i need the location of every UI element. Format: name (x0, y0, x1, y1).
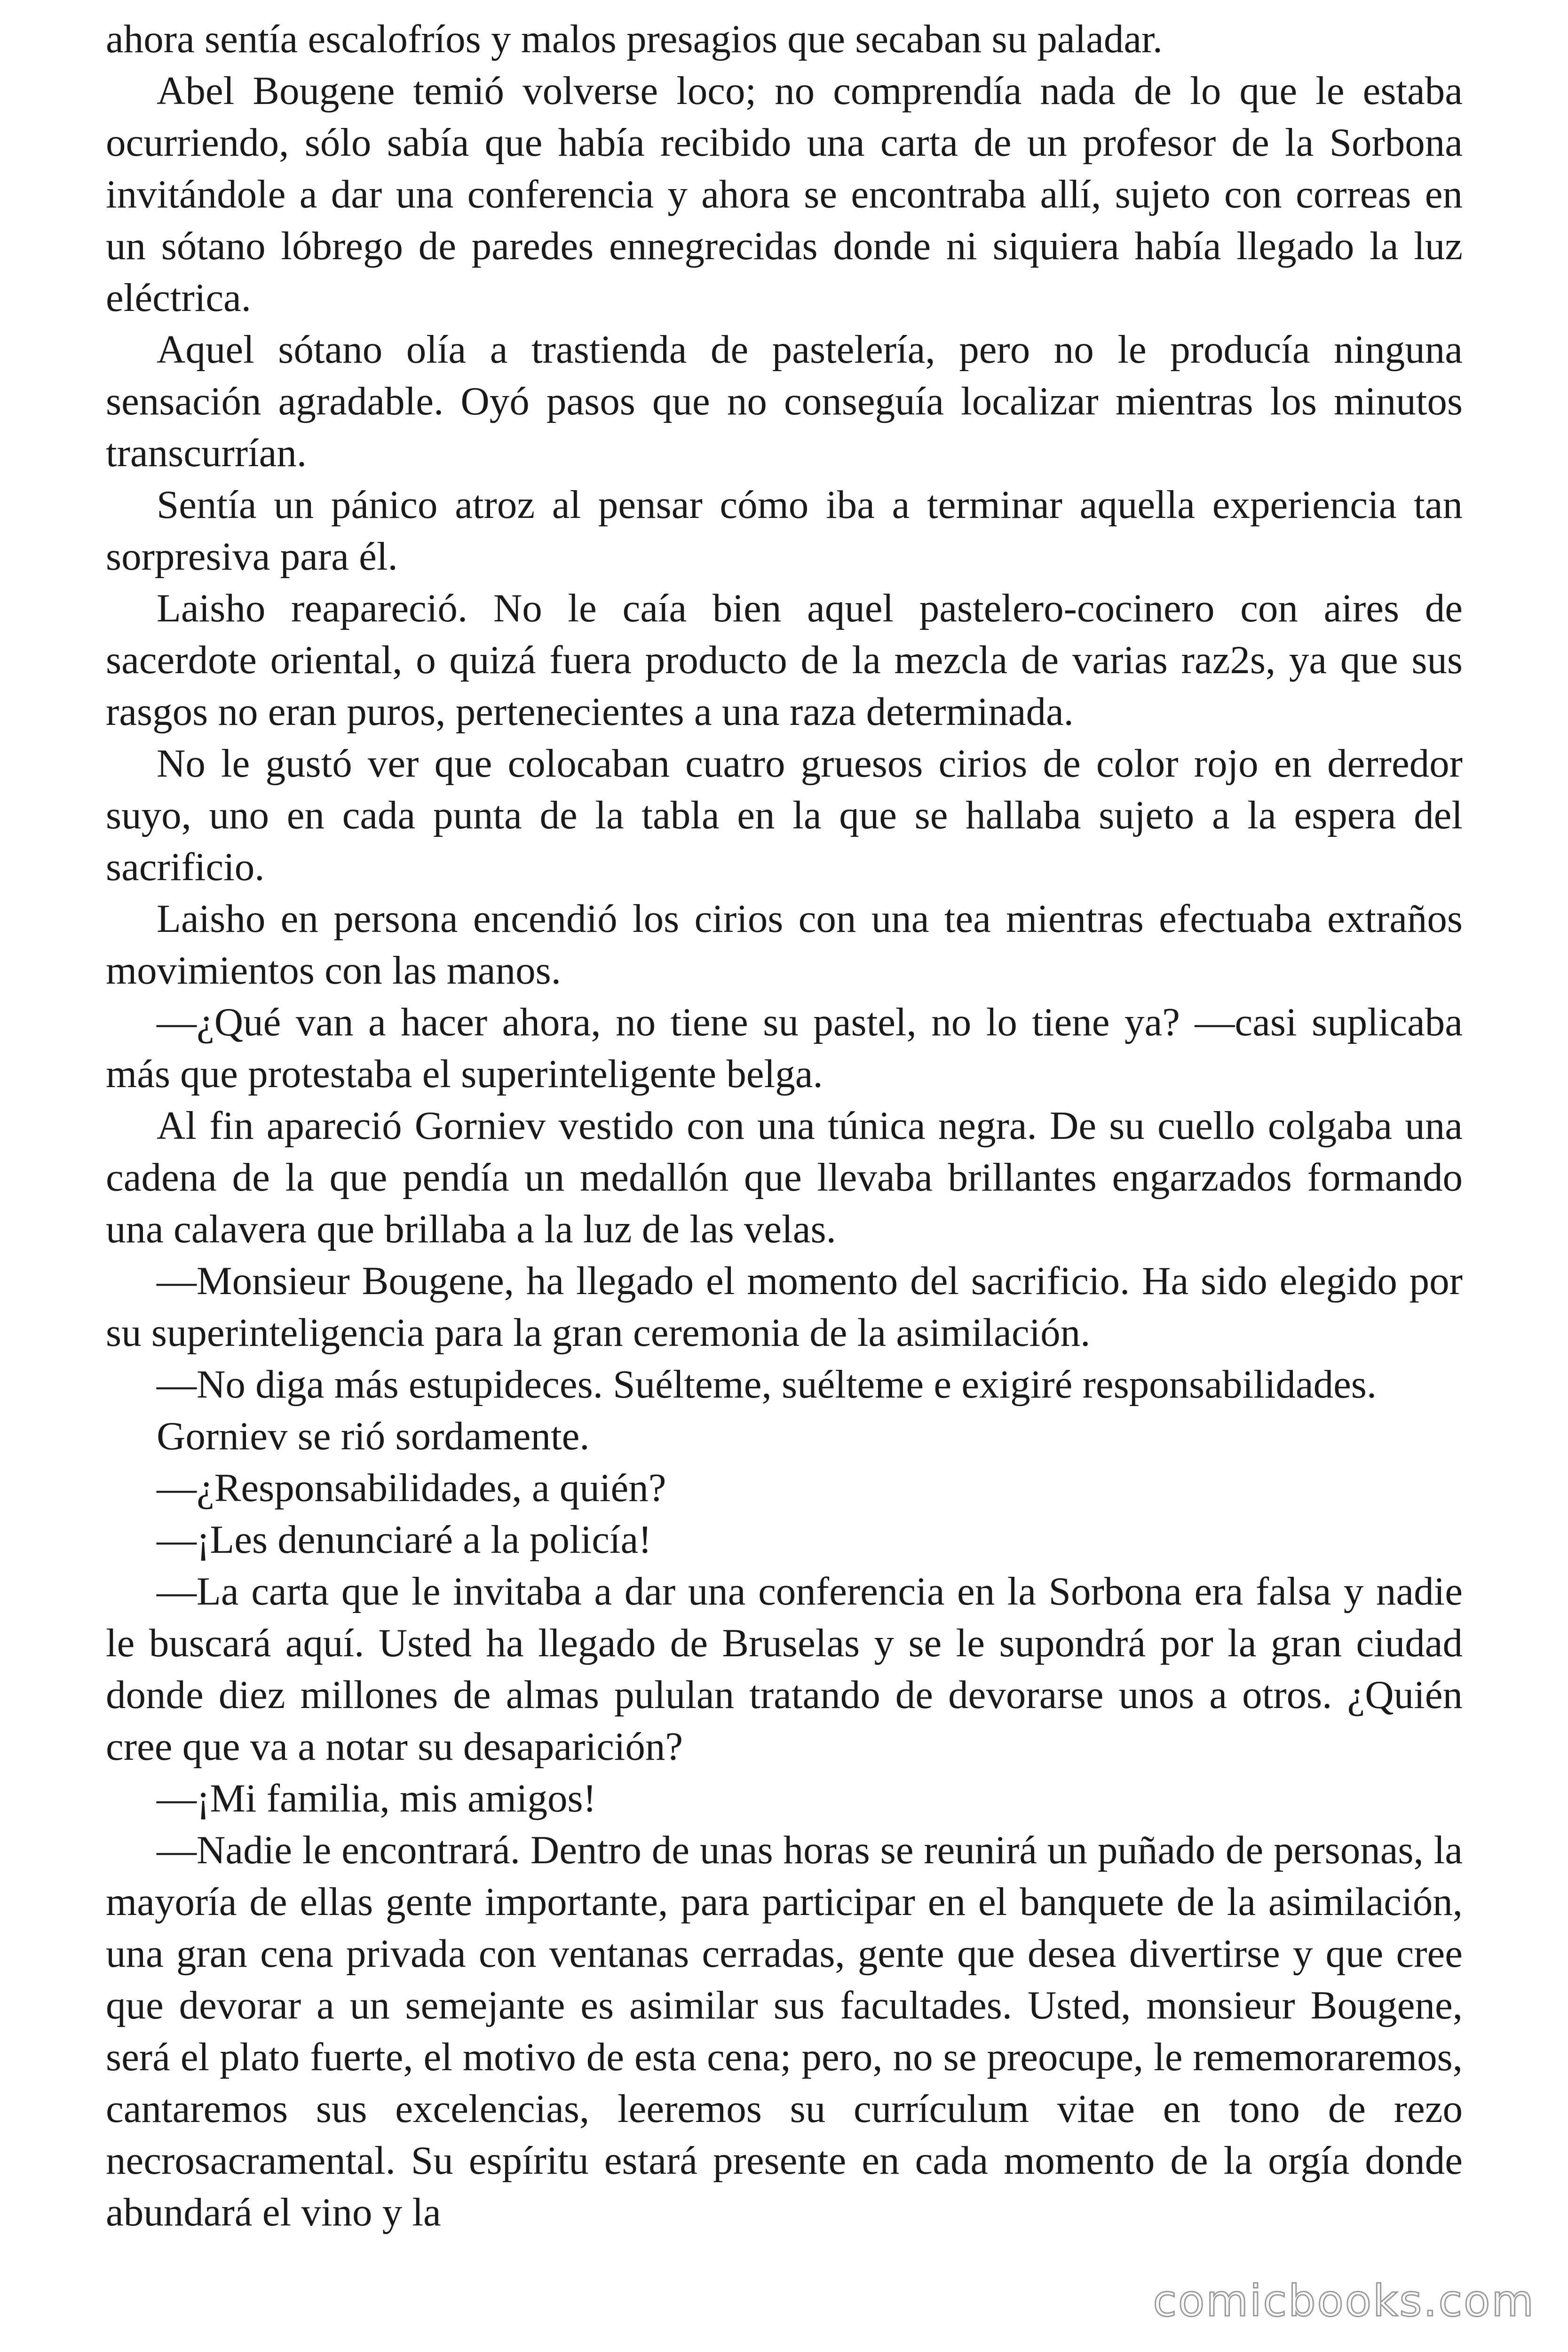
watermark-text: comicbooks.com (1153, 2276, 1535, 2326)
paragraph-12: Gorniev se rió sordamente. (157, 1414, 590, 1458)
paragraph-8: —¿Qué van a hacer ahora, no tiene su pastel, no lo tiene ya? —casi suplicaba más que protestaba el superinteligente belga. (106, 1000, 1463, 1096)
paragraph-14: —¡Les denunciaré a la policía! (157, 1518, 652, 1562)
paragraph-15: —La carta que le invitaba a dar una conferencia en la Sorbona era falsa y nadie le buscará aquí. Usted ha llegado de Bruselas y se le supondrá por la gran ciudad donde diez millones de almas pululan tratando de devorarse unos a otros. ¿Quién cree que va a notar su desaparición? (106, 1569, 1463, 1769)
paragraph-3: Aquel sótano olía a trastienda de pastelería, pero no le producía ninguna sensación agradable. Oyó pasos que no conseguía localizar mientras los minutos transcurrían. (106, 327, 1463, 475)
paragraph-7: Laisho en persona encendió los cirios con una tea mientras efectuaba extraños movimientos con las manos. (106, 897, 1463, 993)
paragraph-2: Abel Bougene temió volverse loco; no comprendía nada de lo que le estaba ocurriendo, sólo sabía que había recibido una carta de un profesor de la Sorbona invitándole a dar una conferencia y ahora se encontraba allí, sujeto con correas en un sótano lóbrego de paredes ennegrecidas donde ni siquiera había llegado la luz eléctrica. (106, 69, 1463, 320)
paragraph-13: —¿Responsabilidades, a quién? (157, 1466, 666, 1510)
paragraph-1: ahora sentía escalofríos y malos presagios que secaban su paladar. (106, 17, 1163, 61)
paragraph-4: Sentía un pánico atroz al pensar cómo iba a terminar aquella experiencia tan sorpresiva para él. (106, 483, 1463, 579)
paragraph-16: —¡Mi familia, mis amigos! (157, 1776, 596, 1820)
paragraph-11: —No diga más estupideces. Suélteme, suélteme e exigiré responsabilidades. (157, 1362, 1377, 1406)
paragraph-9: Al fin apareció Gorniev vestido con una túnica negra. De su cuello colgaba una cadena de la que pendía un medallón que llevaba brillantes engarzados formando una calavera que brillaba a la luz de las velas. (106, 1104, 1463, 1251)
paragraph-17: —Nadie le encontrará. Dentro de unas horas se reunirá un puñado de personas, la mayoría de ellas gente importante, para participar en el banquete de la asimilación, una gran cena privada con ventanas cerradas, gente que desea divertirse y que cree que devorar a un semejante es asimilar sus facultades. Usted, monsieur Bougene, será el plato fuerte, el motivo de esta cena; pero, no se preocupe, le rememoraremos, cantaremos sus excelencias, leeremos su currículum vitae en tono de rezo necrosacramental. Su espíritu estará presente en cada momento de la orgía donde abundará el vino y la (106, 1828, 1463, 2234)
paragraph-10: —Monsieur Bougene, ha llegado el momento del sacrificio. Ha sido elegido por su superinteligencia para la gran ceremonia de la asimilación. (106, 1259, 1463, 1355)
page-body (106, 13, 1463, 2318)
paragraph-6: No le gustó ver que colocaban cuatro gruesos cirios de color rojo en derredor suyo, uno en cada punta de la tabla en la que se hallaba sujeto a la espera del sacrificio. (106, 741, 1463, 889)
paragraph-5: Laisho reapareció. No le caía bien aquel pastelero-cocinero con aires de sacerdote oriental, o quizá fuera producto de la mezcla de varias raz2s, ya que sus rasgos no eran puros, pertenecientes a una raza determinada. (106, 586, 1463, 734)
